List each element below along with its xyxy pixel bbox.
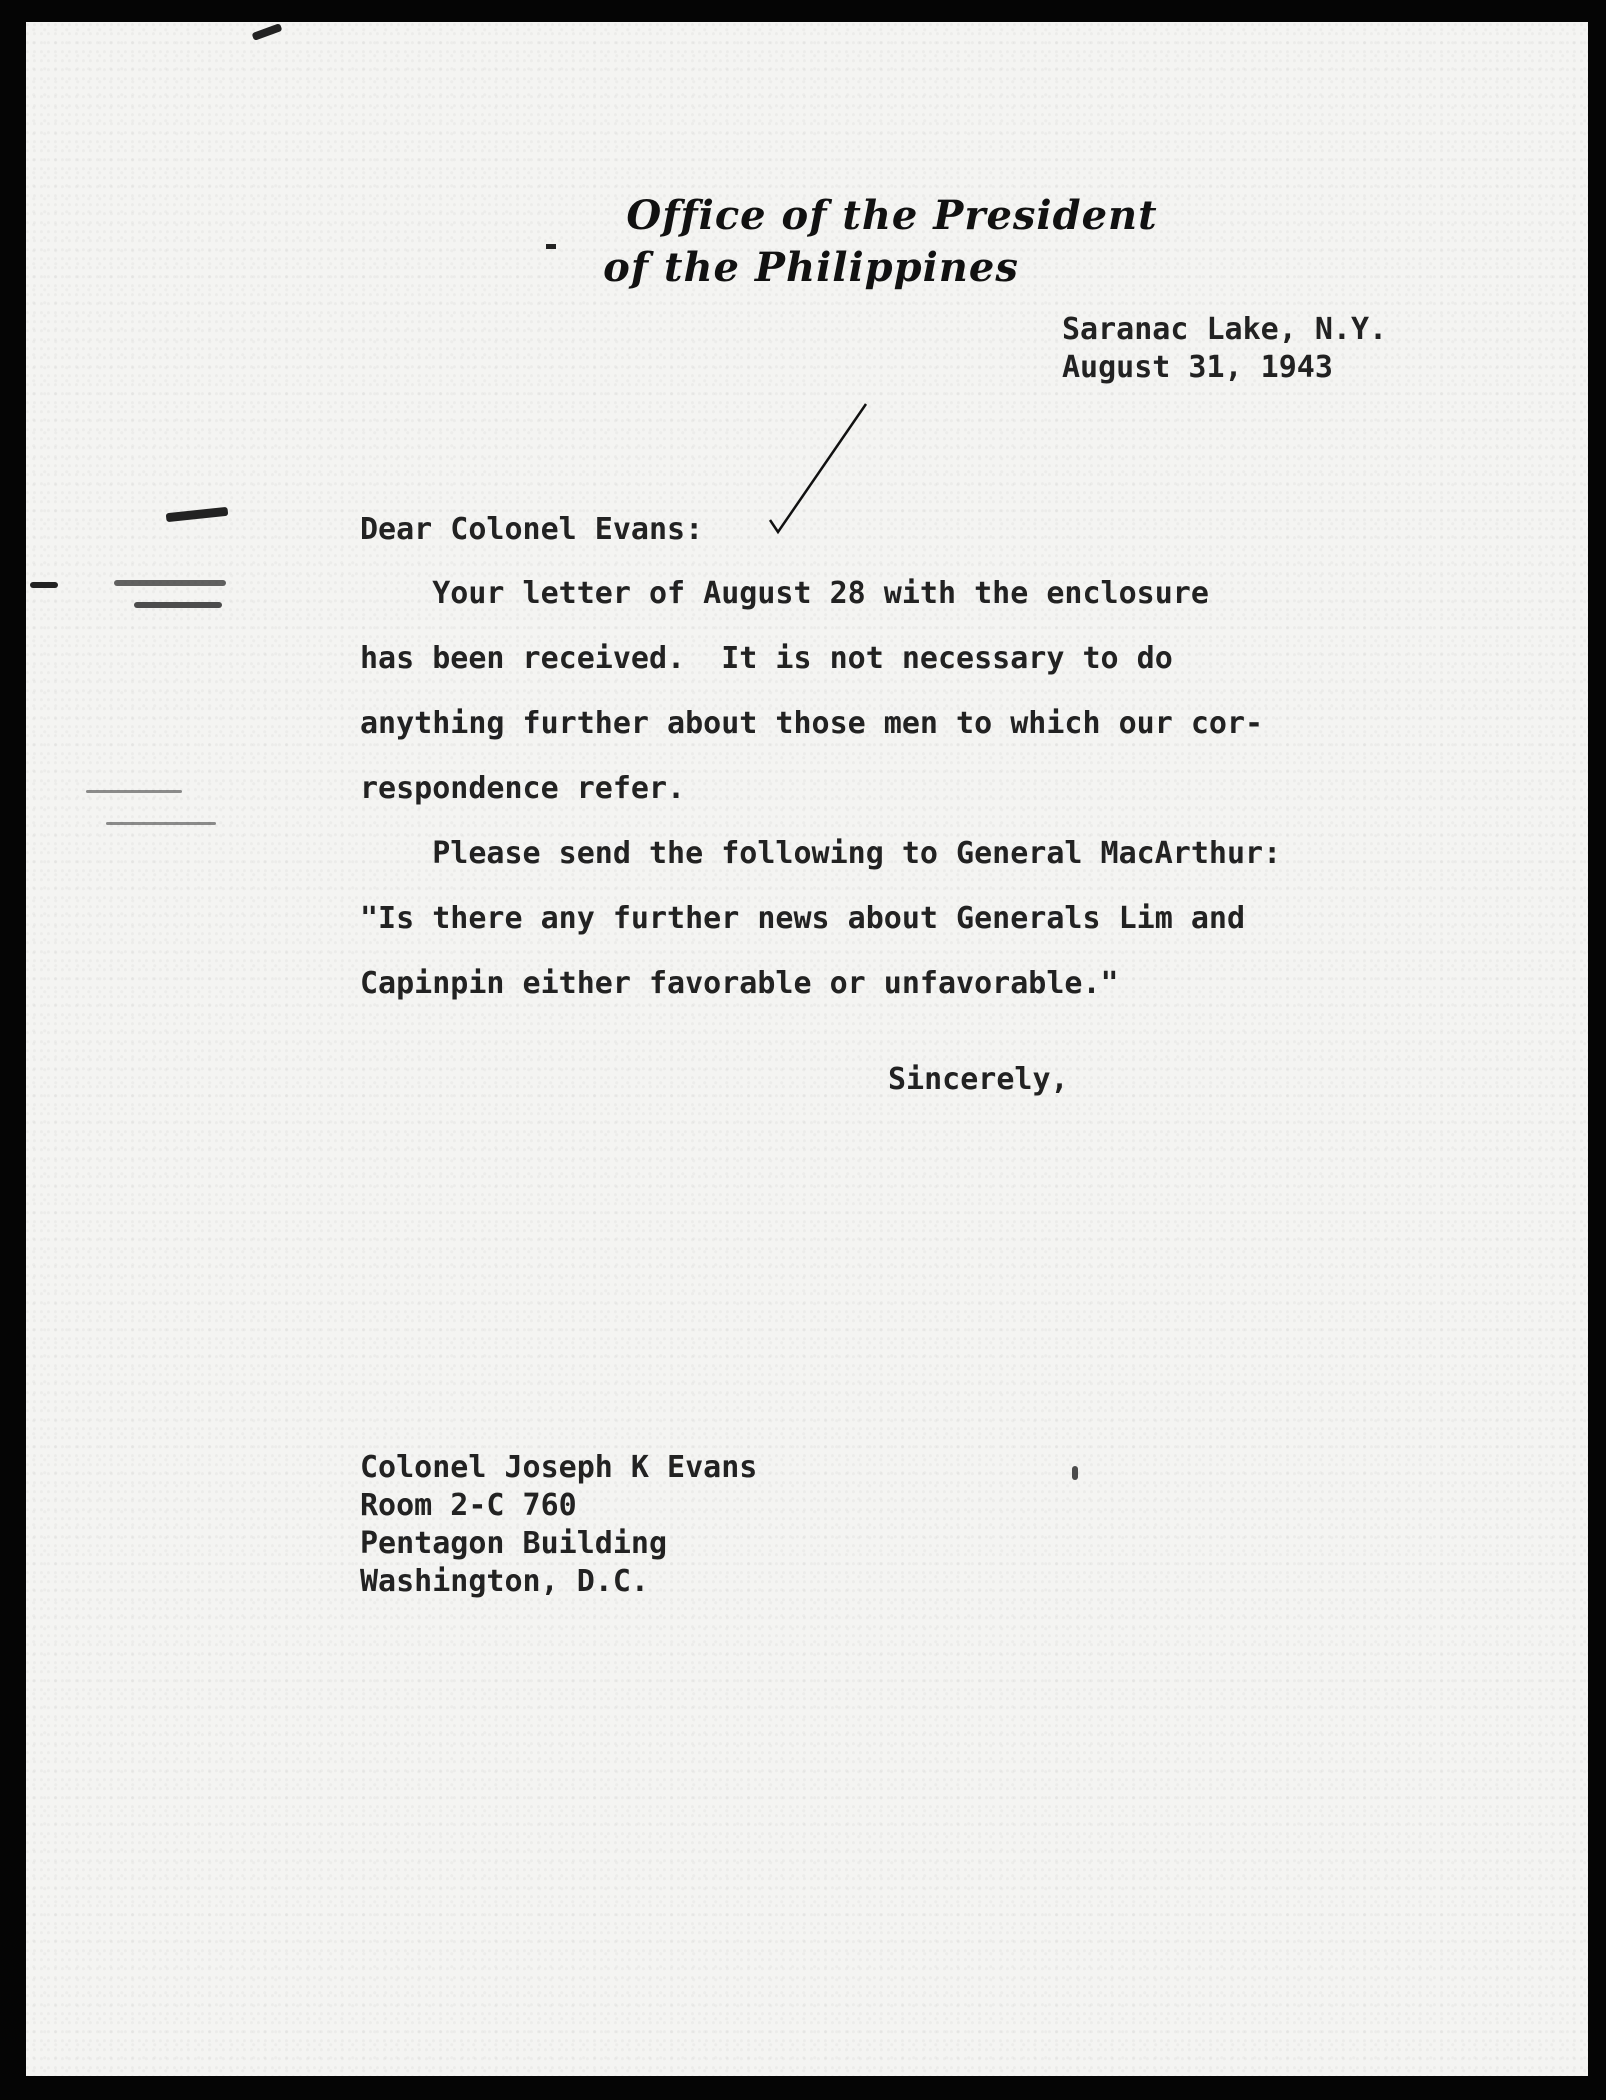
salutation: Dear Colonel Evans: bbox=[360, 512, 704, 547]
handwritten-check-mark bbox=[766, 400, 876, 540]
recipient-room: Room 2-C 760 bbox=[360, 1488, 577, 1523]
letter-place: Saranac Lake, N.Y. bbox=[1062, 312, 1388, 347]
margin-smudge bbox=[114, 580, 226, 586]
body-line: respondence refer. bbox=[360, 771, 686, 806]
closing: Sincerely, bbox=[888, 1062, 1069, 1097]
margin-smudge bbox=[134, 602, 222, 608]
body-line: "Is there any further news about Generals Lim and bbox=[360, 901, 1246, 936]
letterhead-line-2: of the Philippines bbox=[603, 244, 1019, 291]
body-line: Your letter of August 28 with the enclosure bbox=[360, 576, 1209, 611]
margin-smudge bbox=[106, 822, 216, 825]
stray-mark bbox=[1072, 1466, 1078, 1480]
recipient-name: Colonel Joseph K Evans bbox=[360, 1450, 758, 1485]
margin-smudge bbox=[86, 790, 182, 793]
letterhead-line-1: Office of the President bbox=[626, 192, 1158, 239]
body-line: has been received. It is not necessary to do bbox=[360, 641, 1173, 676]
body-line: Capinpin either favorable or unfavorable." bbox=[360, 966, 1119, 1001]
margin-smudge bbox=[166, 507, 229, 522]
top-margin-mark bbox=[252, 23, 283, 41]
margin-smudge bbox=[30, 582, 58, 588]
body-line: anything further about those men to which our cor- bbox=[360, 706, 1264, 741]
recipient-city: Washington, D.C. bbox=[360, 1564, 649, 1599]
recipient-building: Pentagon Building bbox=[360, 1526, 668, 1561]
body-line: Please send the following to General MacArthur: bbox=[360, 836, 1282, 871]
letter-date: August 31, 1943 bbox=[1062, 350, 1333, 385]
letter-page bbox=[26, 22, 1588, 2076]
